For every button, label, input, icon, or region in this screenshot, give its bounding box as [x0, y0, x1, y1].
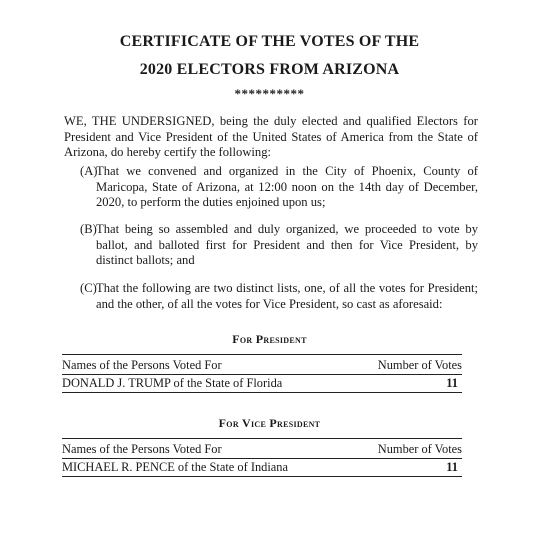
table-bottom-rule	[62, 476, 462, 477]
clause-b	[80, 222, 478, 269]
clause-c-label: (C)	[80, 281, 97, 295]
table-bottom-rule	[62, 392, 462, 393]
votes-column-header: Number of Votes	[377, 442, 462, 456]
names-column-header: Names of the Persons Voted For	[62, 442, 222, 456]
clause-b-label: (B)	[80, 222, 97, 236]
intro-paragraph: WE, THE UNDERSIGNED, being the duly elected and qualified Electors for President and Vice President of the United States of America from the State of Arizona, do hereby certify the following:	[64, 114, 478, 160]
clause-a	[80, 164, 478, 211]
title-line-1: CERTIFICATE OF THE VOTES OF THE	[119, 33, 420, 50]
table-row	[62, 375, 462, 391]
table-top-rule	[62, 354, 462, 355]
clause-c-text: That the following are two distinct lists, one, of all the votes for President; and the other, of all the votes for Vice President, so cast as aforesaid:	[96, 281, 478, 311]
vice-president-heading: For Vice President	[218, 416, 321, 430]
star-divider: **********	[234, 86, 305, 101]
vote-count: 11	[446, 460, 458, 474]
table-row	[62, 459, 462, 475]
candidate-name: DONALD J. TRUMP of the State of Florida	[62, 376, 283, 390]
vote-count: 11	[446, 376, 458, 390]
candidate-name: MICHAEL R. PENCE of the State of Indiana	[62, 460, 288, 474]
table-header-row	[62, 441, 462, 457]
clause-c	[80, 281, 478, 312]
president-heading: For President	[232, 332, 307, 346]
votes-column-header: Number of Votes	[377, 358, 462, 372]
table-header-row	[62, 357, 462, 373]
table-top-rule	[62, 438, 462, 439]
clause-a-label: (A)	[80, 164, 98, 178]
names-column-header: Names of the Persons Voted For	[62, 358, 222, 372]
clause-a-text: That we convened and organized in the City of Phoenix, County of Maricopa, State of Arizona, at 12:00 noon on the 14th day of December, 2020, to perform the duties enjoined upon us;	[96, 164, 478, 210]
title-line-2: 2020 ELECTORS FROM ARIZONA	[139, 61, 400, 78]
clause-b-text: That being so assembled and duly organized, we proceeded to vote by ballot, and balloted first for President and then for Vice President, by distinct ballots; and	[96, 222, 478, 268]
